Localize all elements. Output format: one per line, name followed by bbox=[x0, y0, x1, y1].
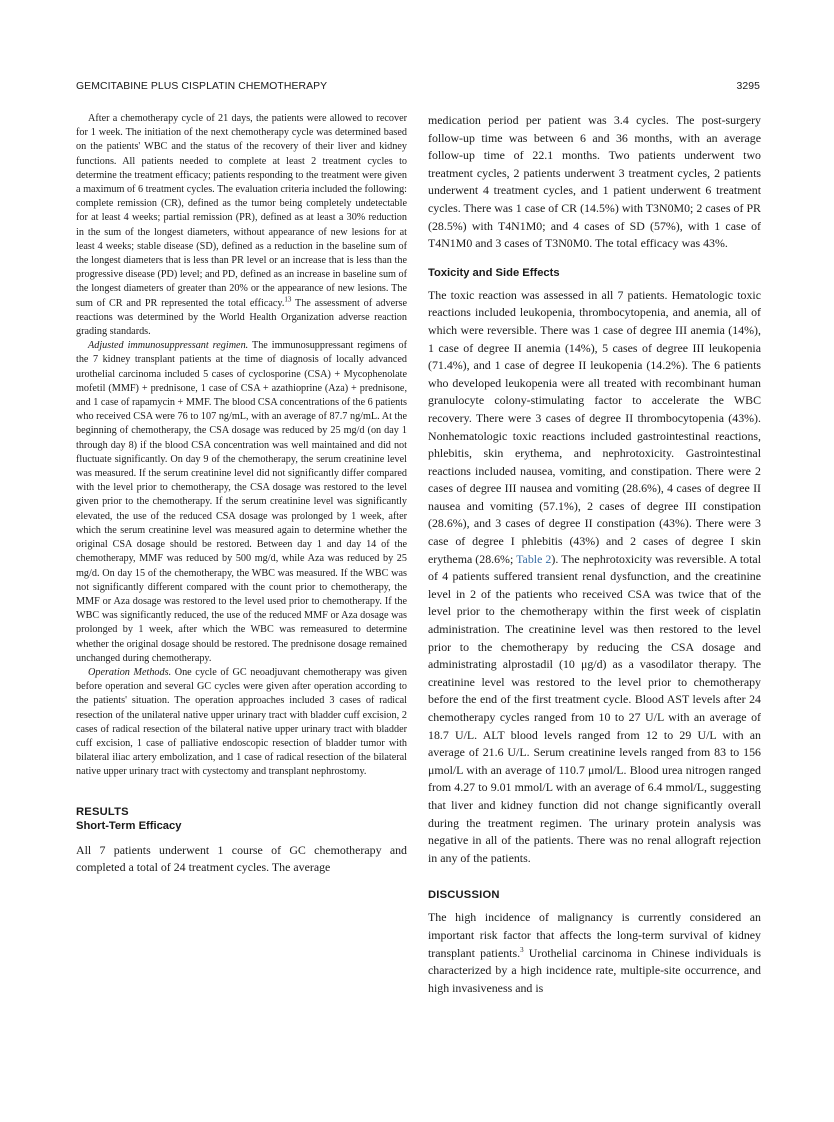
toxicity-paragraph: The toxic reaction was assessed in all 7 patients. Hematologic toxic reactions included leukopenia, thrombocytopenia, and anemia, all of which were reversible. There was 1 case of degree III anemia (14%), 1 case of degree II anemia (14%), 5 cases of degree III leukopenia (71.4%), and 1 case of degree II leukopenia (14.2%). The 6 patients who developed leukopenia were all treated with recombinant human granulocyte colony-stimulating factor to accelerate the WBC recovery. There were 3 cases of degree II thrombocytopenia (43%). Nonhematologic toxic reactions included gastrointestinal reactions, phlebitis, skin erythema, and nephrotoxicity. Gastrointestinal reactions included nausea, vomiting, and constipation. There were 2 cases of degree III nausea and vomiting (28.6%), 4 cases of degree II nausea and vomiting (57.1%), 2 cases of degree III constipation (28.6%), and 3 cases of degree II constipation (43%). There were 3 case of degree I phlebitis (43%) and 2 cases of degree I skin erythema (28.6%; Table 2). The nephrotoxicity was reversible. A total of 4 patients suffered transient renal dysfunction, and the creatinine level in 2 of the patients who received CSA was twice that of the level prior to the chemotherapy within the first week of cisplatin administration. The creatinine level was then restored to the level prior to the chemotherapy by reducing the CSA dosage and administrating alprostadil (10 μg/d) as a vasodilator therapy. The creatinine level was restored to the level prior to chemotherapy before the end of the first treatment cycle. Blood AST levels after 24 chemotherapy cycles ranged from 10 to 27 U/L with an average of 18.7 U/L. ALT blood levels ranged from 12 to 29 U/L with an average of 21.6 U/L. Serum creatinine levels ranged from 83 to 156 μmol/L with an average of 110.7 μmol/L. Blood urea nitrogen ranged from 4.27 to 9.01 mmol/L with an average of 6.4 mmol/L, suggesting that liver and kidney function did not change significantly overall during the treatment regimen. The urinary protein analysis was negative in all of the patients. There was no renal allograft rejection in any of the patients. bbox=[428, 287, 762, 865]
results-text bbox=[76, 842, 407, 877]
immunosuppressant-lead: Adjusted immunosuppressant regimen. bbox=[88, 340, 249, 352]
reference-13: 13 bbox=[284, 295, 292, 304]
reference-3: 3 bbox=[520, 945, 524, 954]
page-number: 3295 bbox=[736, 81, 760, 92]
toxicity-heading: Toxicity and Side Effects bbox=[428, 266, 560, 279]
right-column bbox=[428, 112, 761, 997]
efficacy-paragraph-start: All 7 patients underwent 1 course of GC chemotherapy and completed a total of 24 treatment cycles. The average bbox=[76, 842, 407, 875]
running-header bbox=[76, 81, 760, 92]
results-heading: RESULTS bbox=[76, 805, 129, 818]
operation-methods-paragraph: Operation Methods. One cycle of GC neoadjuvant chemotherapy was given before operation and several GC cycles were given after operation according to the patients' situation. The operation approaches included 3 cases of radical resection of the unilateral native upper urinary tract with bladder cuff excision, 2 cases of radical resection of the bilateral native upper urinary tract with bladder cuff excision, 1 case of palliative endoscopic resection of bladder tumor with bilateral iliac artery embolization, and 1 case of radical resection of the bilateral native upper urinary tract with cystectomy and transplant nephrostomy. bbox=[76, 666, 407, 778]
table-2-link[interactable]: Table 2 bbox=[516, 551, 552, 566]
methods-continued bbox=[76, 112, 407, 780]
evaluation-criteria-paragraph: After a chemotherapy cycle of 21 days, the patients were allowed to recover for 1 week. The initiation of the next chemotherapy cycle was determined based on the patients' WBC and the status of the recovery of their liver and kidney functions. All patients needed to complete at least 2 treatment cycles to determine the treatment efficacy; patients responding to the treatment were given a maximum of 6 treatment cycles. The evaluation criteria included the following: complete remission (CR), defined as the tumor being completely undetectable for at least 4 weeks; partial remission (PR), defined as at least a 30% reduction in the sum of the longest diameters, without appearance of new lesions for at least 4 weeks; stable disease (SD), defined as a reduction in the baseline sum of the longest diameters that is less than PR level or an increase that is less than the progressive disease (PD) level; and PD, defined as an increase in baseline sum of the longest diameters of greater than 20% or the appearance of new lesions. The sum of CR and PR represented the total efficacy.$^{13}$ The assessment of adverse reactions was determined by the World Health Organization adverse reaction grading standards. bbox=[76, 113, 407, 338]
operation-methods-lead: Operation Methods. bbox=[88, 666, 172, 678]
left-column bbox=[76, 112, 407, 877]
short-term-efficacy-heading: Short-Term Efficacy bbox=[76, 819, 182, 832]
discussion-paragraph: The high incidence of malignancy is currently considered an important risk factor that affects the long-term survival of kidney transplant patients.$^3$ Urothelial carcinoma in Chinese individuals is characterized by a high incidence rate, multiple-site occurrence, and high invasiveness and is bbox=[428, 910, 761, 995]
discussion-heading: DISCUSSION bbox=[428, 889, 500, 902]
efficacy-paragraph-cont: medication period per patient was 3.4 cycles. The post-surgery follow-up time was between 6 and 36 months, with an average follow-up time of 22.1 months. Two patients underwent two treatment cycles, 2 patients underwent 3 treatment cycles, 2 patients underwent 4 treatment cycles, and 1 patient underwent 6 treatment cycles. There was 1 case of CR (14.5%) with T3N0M0; 2 cases of PR (28.5%) with T4N1M0; and 4 cases of SD (57%), with 1 case of T4N1M0 and 3 cases of T3N0M0. The total efficacy was 43%. bbox=[428, 113, 761, 251]
immunosuppressant-paragraph: Adjusted immunosuppressant regimen. The immunosuppressant regimens of the 7 kidney transplant patients at the time of diagnosis of locally advanced urothelial carcinoma included 5 cases of cyclosporine (CSA) + Mycophenolate mofetil (MMF) + prednisone, 1 case of CSA + azathioprine (Aza) + prednisone, and 1 case of rapamycin + MMF. The blood CSA concentrations of the 6 patients who received CSA were 76 to 107 ng/mL, with an average of 87.7 ng/mL. At the beginning of chemotherapy, the CSA dosage was reduced by 25 mg/d (on day 1 through day 8) if the blood CSA concentration was well maintained and did not fluctuate significantly. On day 9 of the chemotherapy, the serum creatinine level was measured. If the serum creatinine level did not significantly differ compared with the level prior to chemotherapy, the CSA dosage was restored to the level given prior to the chemotherapy. If the serum creatinine level was significantly elevated, the use of the reduced CSA dosage was prolonged by 1 week, after which the serum creatinine level was measured again to determine whether the original CSA dosage should be restored. Between day 1 and day 14 of the chemotherapy, MMF was reduced by 500 mg/d, while Aza was reduced by 25 mg/d. On day 15 of the chemotherapy, the WBC was measured. If the WBC was not significantly different compared with the count prior to chemotherapy, the MMF or Aza dosage was restored to the level used prior to chemotherapy. If the WBC was significantly reduced, the use of the reduced MMF or Aza dosage was prolonged by 1 week, after which the WBC was remeasured to determine whether the original dosage should be restored. The prednisone dosage remained unchanged during chemotherapy. bbox=[76, 340, 407, 664]
running-title: GEMCITABINE PLUS CISPLATIN CHEMOTHERAPY bbox=[76, 81, 328, 92]
